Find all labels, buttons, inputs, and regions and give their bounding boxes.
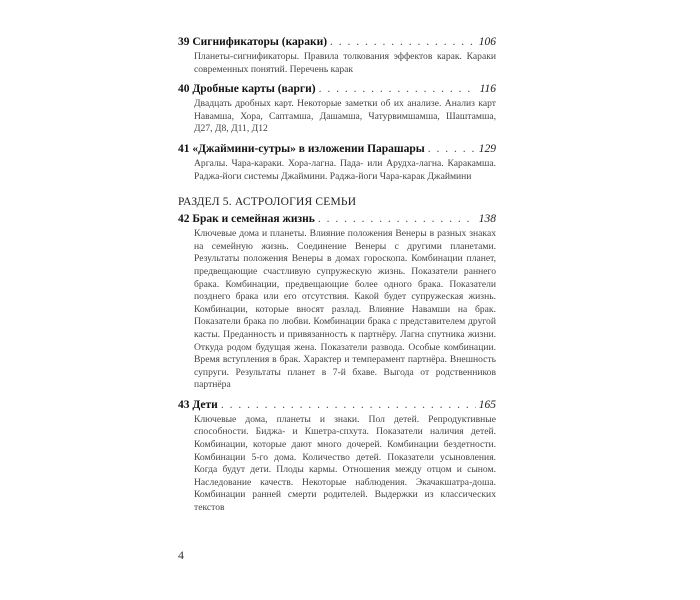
toc-entry-page: 138: [478, 213, 496, 226]
toc-entry-description: Ключевые дома и планеты. Влияние положения Венеры в разных знаках на семейную жизнь. Соединение Венеры с другими планетами. Результаты положения Венеры в домах гороскопа. Комбинации планет, предвещающие счастливую супружескую жизнь. Показатели раннего брака. Комбинации, предвещающие более одного брака. Показатели позднего брака или его отсутствия. Какой будет супружеская жизнь. Комбинации, которые вносят разлад. Влияние Навамши на брак. Показатели брака по любви. Комбинации брака с представителем другой касты. Преданность и привязанность к партнёру. Лагна спутника жизни. Откуда родом будущая жена. Показатели развода. Особые комбинации. Время вступления в брак. Характер и темперамент партнёра. Внешность супруги. Результаты планет в 7-й бхаве. Выгода от родственников партнёра: [194, 228, 496, 391]
toc-entry-page: 106: [478, 36, 496, 48]
toc-entry-heading: [178, 82, 496, 96]
toc-entry-39: [178, 35, 496, 76]
toc-entry-page: 129: [478, 142, 496, 155]
toc-entry-title: 43 Дети: [178, 398, 218, 411]
toc-entry-description: Аргалы. Чара-караки. Хора-лагна. Пада- или Арудха-лагна. Каракамша. Раджа-йоги системы Джаймини. Раджа-йоги Чара-карак Джаймини: [194, 157, 496, 182]
toc-entry-description: Планеты-сигнификаторы. Правила толкования эффектов карак. Караки современных понятий. Перечень карак: [194, 51, 496, 75]
dot-leader: [319, 82, 477, 96]
toc-entry-43: [178, 398, 496, 515]
toc-entry-page: 116: [479, 83, 496, 96]
toc-entry-41: [178, 142, 496, 183]
toc-entry-description: Двадцать дробных карт. Некоторые заметки об их анализе. Анализ карт Навамша, Хора, Саптамша, Дашамша, Чатурвимшамша, Шаштамша, Д27, Д8, Д11, Д12: [194, 98, 496, 135]
toc-entry-description: Ключевые дома, планеты и знаки. Пол детей. Репродуктивные способности. Биджа- и Кшетра-спхута. Показатели наличия детей. Комбинации, которые дают много дочерей. Комбинации бездетности. Комбинации 5-го дома. Количество детей. Показатели усыновления. Когда будут дети. Плоды кармы. Отношения между отцом и сыном. Наследование качеств. Некоторые наблюдения. Экачакшатра-доша. Комбинации ранней смерти родителей. Выдержки из классических текстов: [194, 413, 496, 514]
toc-entry-title: 42 Брак и семейная жизнь: [178, 213, 315, 226]
dot-leader: [318, 212, 476, 226]
toc-entry-heading: [178, 212, 496, 226]
dot-leader: [330, 35, 476, 49]
toc-entry-title: 40 Дробные карты (варги): [178, 83, 316, 96]
section-heading: РАЗДЕЛ 5. АСТРОЛОГИЯ СЕМЬИ: [178, 196, 357, 209]
toc-entry-page: 165: [478, 398, 496, 411]
toc-entry-heading: [178, 142, 496, 156]
toc-entry-heading: [178, 398, 496, 412]
dot-leader: [428, 142, 476, 156]
dot-leader: [221, 398, 476, 412]
toc-entry-42: [178, 212, 496, 392]
toc-entry-40: [178, 82, 496, 136]
toc-entry-title: 41 «Джаймини-сутры» в изложении Парашары: [178, 142, 425, 155]
toc-entry-heading: [178, 35, 496, 49]
toc-entry-title: 39 Сигнификаторы (караки): [178, 36, 328, 48]
page-number: 4: [178, 548, 184, 562]
table-of-contents: [178, 35, 496, 521]
